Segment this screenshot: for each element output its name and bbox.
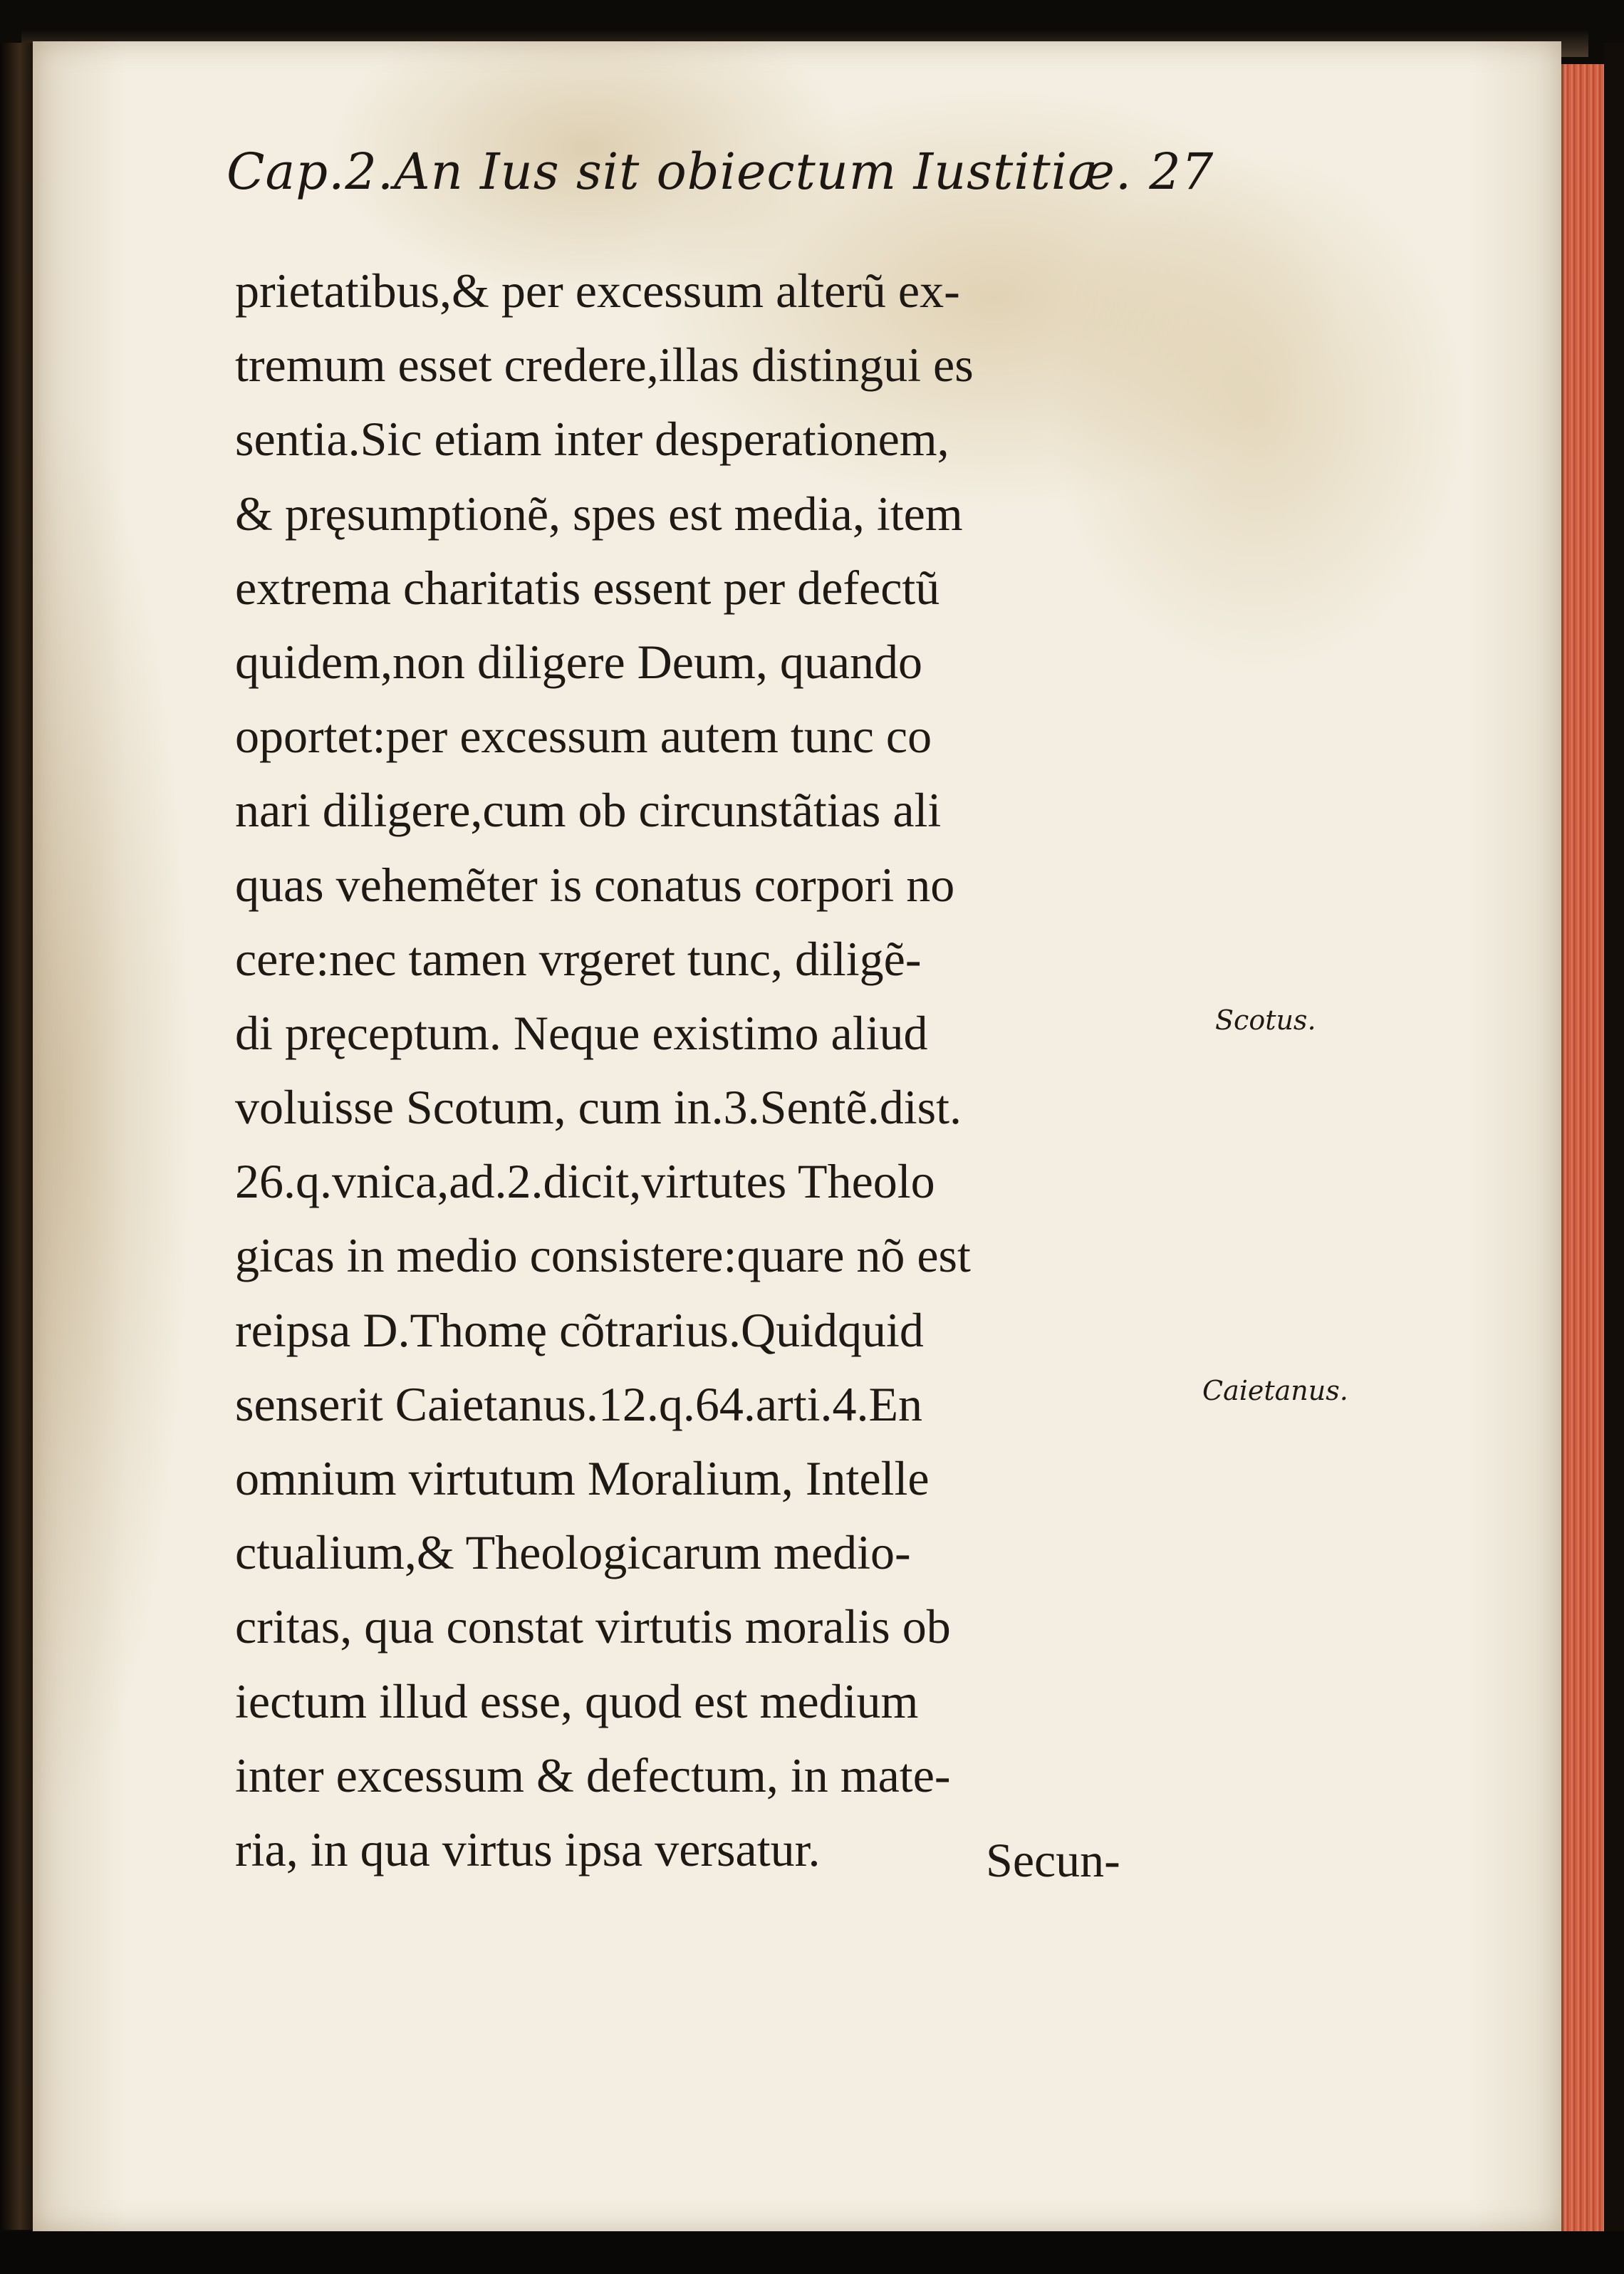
marginal-note-scotus: Scotus. xyxy=(1215,1004,1316,1036)
text-line: nari diligere,cum ob circunstãtias ali xyxy=(235,783,942,838)
text-line: prietatibus,& per excessum alterũ ex- xyxy=(235,264,960,318)
text-line: inter excessum & defectum, in mate- xyxy=(235,1748,951,1802)
text-line: quidem,non diligere Deum, quando xyxy=(235,634,923,689)
running-head-title: Cap.2.An Ius sit obiectum Iustitiæ. xyxy=(227,142,1133,201)
text-line: 26.q.vnica,ad.2.dicit,virtutes Theolo xyxy=(235,1154,935,1209)
text-line: cere:nec tamen vrgeret tunc, diligẽ- xyxy=(235,931,922,986)
marginal-note-caietanus: Caietanus. xyxy=(1202,1375,1348,1406)
text-line: tremum esset credere,illas distingui es xyxy=(235,338,974,393)
text-line: gicas in medio consistere:quare nõ est xyxy=(235,1228,971,1283)
text-line: iectum illud esse, quod est medium xyxy=(235,1673,919,1728)
cover-bottom-edge xyxy=(0,2231,1624,2274)
text-line: di pręceptum. Neque existimo aliud xyxy=(235,1005,928,1060)
text-line: quas vehemẽter is conatus corpori no xyxy=(235,857,955,912)
text-line: reipsa D.Thomę cõtrarius.Quidquid xyxy=(235,1302,924,1357)
text-line: voluisse Scotum, cum in.3.Sentẽ.dist. xyxy=(235,1080,962,1135)
text-line: sentia.Sic etiam inter desperationem, xyxy=(235,412,949,467)
text-line: senserit Caietanus.12.q.64.arti.4.En xyxy=(235,1376,923,1431)
page-number: 27 xyxy=(1149,142,1214,201)
text-line: extrema charitatis essent per defectũ xyxy=(235,560,940,615)
cover-right-edge xyxy=(1604,43,1624,2274)
running-head xyxy=(227,140,1214,204)
catchword: Secun- xyxy=(986,1833,1120,1887)
text-line: critas, qua constat virtutis moralis ob xyxy=(235,1599,951,1654)
page-fore-edge xyxy=(1561,64,1606,2237)
text-line: ria, in qua virtus ipsa versatur. xyxy=(235,1822,821,1876)
body-text xyxy=(235,254,1175,1886)
text-line: oportet:per excessum autem tunc co xyxy=(235,709,932,764)
text-line: & pręsumptionẽ, spes est media, item xyxy=(235,486,963,541)
text-line: ctualium,& Theologicarum medio- xyxy=(235,1525,911,1580)
cover-left-edge xyxy=(0,43,33,2230)
text-line: omnium virtutum Moralium, Intelle xyxy=(235,1451,930,1505)
